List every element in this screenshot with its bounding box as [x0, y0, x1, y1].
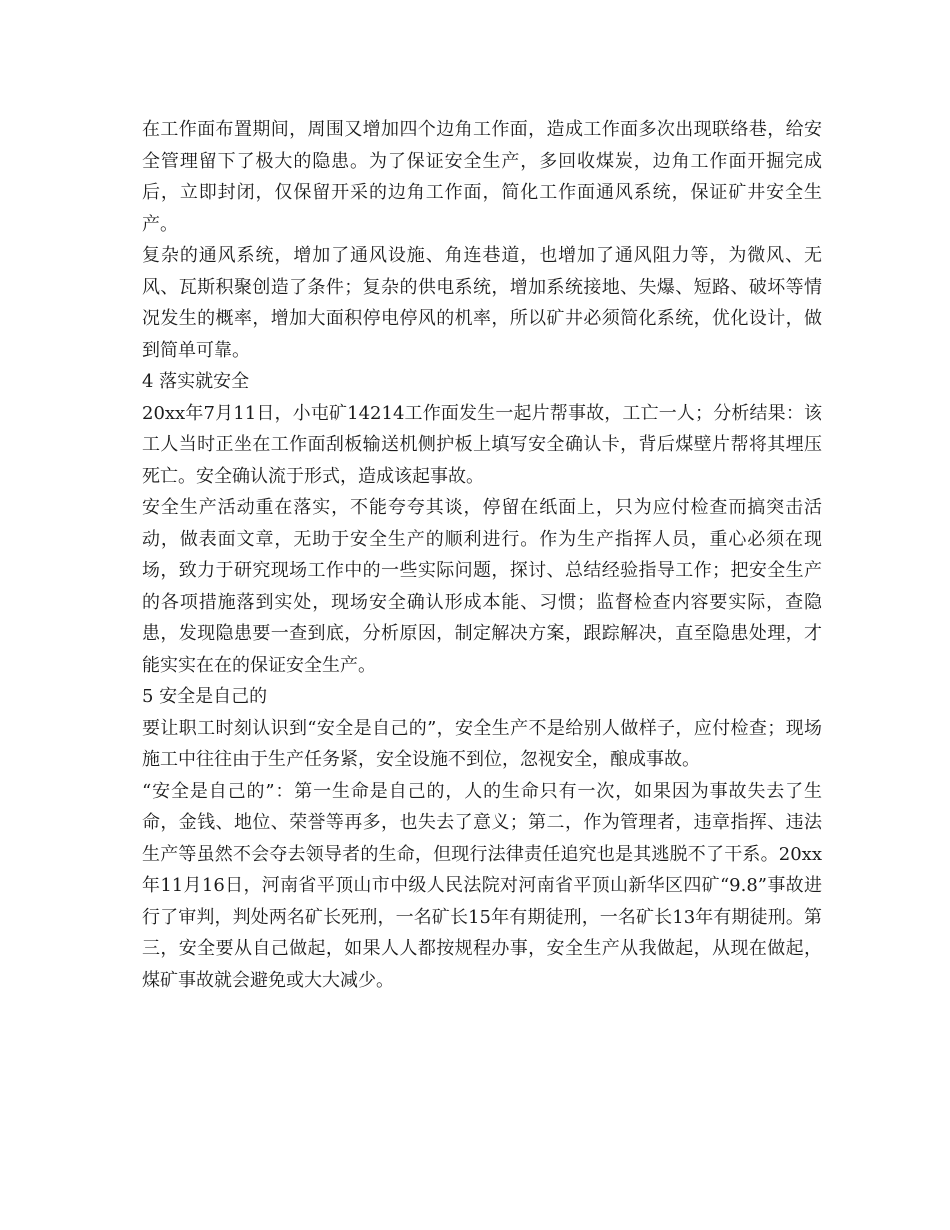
paragraph: 安全生产活动重在落实，不能夸夸其谈，停留在纸面上，只为应付检查而搞突击活动，做表面文章，无助于安全生产的顺利进行。作为生产指挥人员，重心必须在现场，致力于研究现场工作中的一些实际问题，探讨、总结经验指导工作；把安全生产的各项措施落到实处，现场安全确认形成本能、习惯；监督检查内容要实际，查隐患，发现隐患要一查到底，分析原因，制定解决方案，跟踪解决，直至隐患处理，才能实实在在的保证安全生产。 — [142, 497, 822, 676]
document-body — [142, 114, 822, 996]
paragraph: 要让职工时刻认识到“安全是自己的”，安全生产不是给别人做样子，应付检查；现场施工中往往由于生产任务紧，安全设施不到位，忽视安全，酿成事故。 — [142, 717, 822, 770]
paragraph: 复杂的通风系统，增加了通风设施、角连巷道，也增加了通风阻力等，为微风、无风、瓦斯积聚创造了条件；复杂的供电系统，增加系统接地、失爆、短路、破坏等情况发生的概率，增加大面积停电停风的机率，所以矿井必须简化系统，优化设计，做到简单可靠。 — [142, 245, 822, 361]
section-heading: 5 安全是自己的 — [142, 686, 268, 707]
paragraph: “安全是自己的”：第一生命是自己的，人的生命只有一次，如果因为事故失去了生命，金钱、地位、荣誉等再多，也失去了意义；第二，作为管理者，违章指挥、违法生产等虽然不会夺去领导者的生命，但现行法律责任追究也是其逃脱不了干系。20xx年11月16日，河南省平顶山市中级人民法院对河南省平顶山新华区四矿“9.8”事故进行了审判，判处两名矿长死刑，一名矿长15年有期徒刑，一名矿长13年有期徒刑。第三，安全要从自己做起，如果人人都按规程办事，安全生产从我做起，从现在做起，煤矿事故就会避免或大大减少。 — [142, 780, 822, 991]
paragraph: 20xx年7月11日，小屯矿14214工作面发生一起片帮事故，工亡一人；分析结果：该工人当时正坐在工作面刮板输送机侧护板上填写安全确认卡，背后煤壁片帮将其埋压死亡。安全确认流于形式，造成该起事故。 — [142, 402, 822, 487]
paragraph: 在工作面布置期间，周围又增加四个边角工作面，造成工作面多次出现联络巷，给安全管理留下了极大的隐患。为了保证安全生产，多回收煤炭，边角工作面开掘完成后，立即封闭，仅保留开采的边角工作面，简化工作面通风系统，保证矿井安全生产。 — [142, 119, 822, 235]
section-heading: 4 落实就安全 — [142, 371, 250, 392]
